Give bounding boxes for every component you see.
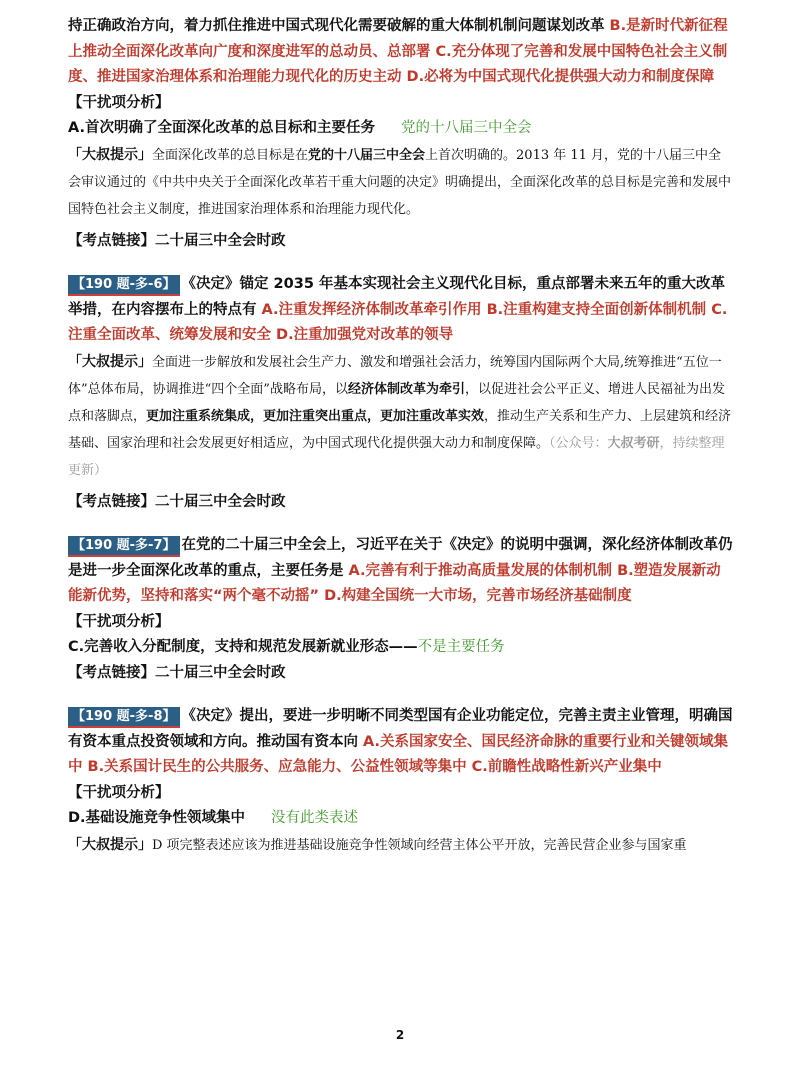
- tip-text: 上首次明确的。2013 年 11 月，党的十八届三中全会审议通过的《中共中央关于全面深化改革若干重大问题的决定》明确提出，全面深化改革的总目标是完善和发展中国特色社会主义制度，推进国家治理体系和治理能力现代化。: [68, 147, 732, 217]
- question-answers: A.完善有利于推动高质量发展的体制机制 B.塑造发展新动能新优势，坚持和落实“两个毫不动摇” D.构建全国统一大市场，完善市场经济基础制度: [68, 562, 721, 604]
- intro-answers: B.是新时代新征程上推动全面深化改革向广度和深度进军的总动员、总部署 C.充分体现了完善和发展中国特色社会主义制度、推进国家治理体系和治理能力现代化的历史主动 D.必将为中国式现代化提供强大动力和制度保障: [68, 18, 728, 85]
- link-heading: 【考点链接】二十届三中全会时政: [68, 232, 286, 249]
- intro-paragraph: [68, 14, 734, 91]
- tip-paragraph: [68, 142, 734, 223]
- question-tag: 【190 题-多-6】: [68, 275, 180, 296]
- question-stem: 《决定》提出，要进一步明晰不同类型国有企业功能定位，完善主责主业管理，明确国有资本重点投资领域和方向。推动国有资本向: [68, 708, 733, 750]
- question-6: [68, 272, 734, 349]
- tip-emphasis: 更加注重系统集成，更加注重突出重点，更加注重改革实效: [146, 408, 485, 424]
- tip-paragraph: [68, 349, 734, 484]
- tip-text: 全面进一步解放和发展社会生产力、激发和增强社会活力，统筹国内国际两个大局,统筹推进“五位一体”总体布局，协调推进“四个全面”战略布局，以: [68, 354, 722, 397]
- question-answers: A.注重发挥经济体制改革牵引作用 B.注重构建支持全面创新体制机制 C.注重全面改革、统筹发展和安全 D.注重加强党对改革的领导: [68, 301, 728, 343]
- analysis-heading: 【干扰项分析】: [68, 613, 170, 630]
- option-d-line: [68, 806, 734, 832]
- tip-text: ，推动生产关系和生产力、上层建筑和经济基础、国家治理和社会发展更好相适应，为中国式现代化提供强大动力和制度保障。: [68, 408, 732, 451]
- option-a-note: 党的十八届三中全会: [401, 120, 532, 136]
- option-c-line: [68, 635, 734, 661]
- option-d-note: 没有此类表述: [271, 810, 359, 826]
- question-8: [68, 704, 734, 781]
- analysis-heading: 【干扰项分析】: [68, 94, 170, 111]
- page-number: 2: [395, 1028, 405, 1042]
- question-answers: A.关系国家安全、国民经济命脉的重要行业和关键领域集中 B.关系国计民生的公共服务、应急能力、公益性领域等集中 C.前瞻性战略性新兴产业集中: [68, 733, 729, 775]
- question-tag: 【190 题-多-8】: [68, 707, 180, 728]
- question-stem: 《决定》锚定 2035 年基本实现社会主义现代化目标，重点部署未来五年的重大改革举措，在内容摆布上的特点有: [68, 276, 725, 318]
- link-heading: 【考点链接】二十届三中全会时政: [68, 664, 286, 681]
- question-stem: 在党的二十届三中全会上，习近平在关于《决定》的说明中强调，深化经济体制改革仍是进一步全面深化改革的重点，主要任务是: [68, 537, 733, 579]
- question-7: [68, 533, 734, 610]
- question-tag: 【190 题-多-7】: [68, 536, 180, 557]
- tip-text: 全面深化改革的总目标是在: [152, 147, 309, 163]
- option-a-line: [68, 116, 734, 142]
- tip-label: 「大叔提示」: [68, 146, 152, 163]
- tip-text: ，以促进社会公平正义、增进人民福祉为出发点和落脚点，: [68, 381, 725, 424]
- tip-emphasis: 党的十八届三中全会: [308, 147, 426, 163]
- tip-emphasis: 经济体制改革为牵引: [347, 381, 465, 397]
- option-c: C.完善收入分配制度，支持和规范发展新就业形态——: [68, 639, 418, 655]
- source-note: （公众号：大叔考研，持续整理更新）: [68, 435, 725, 478]
- tip-label: 「大叔提示」: [68, 353, 152, 370]
- tip-paragraph: [68, 832, 734, 859]
- intro-text: 持正确政治方向，着力抓住推进中国式现代化需要破解的重大体制机制问题谋划改革: [68, 18, 605, 34]
- option-c-note: 不是主要任务: [417, 639, 505, 655]
- option-a: A.首次明确了全面深化改革的总目标和主要任务: [68, 120, 375, 136]
- tip-text: D 项完整表述应该为推进基础设施竞争性领域向经营主体公平开放，完善民营企业参与国家重: [152, 837, 687, 853]
- link-heading: 【考点链接】二十届三中全会时政: [68, 493, 286, 510]
- tip-label: 「大叔提示」: [68, 836, 152, 853]
- option-d: D.基础设施竞争性领域集中: [68, 810, 246, 826]
- analysis-heading: 【干扰项分析】: [68, 784, 170, 801]
